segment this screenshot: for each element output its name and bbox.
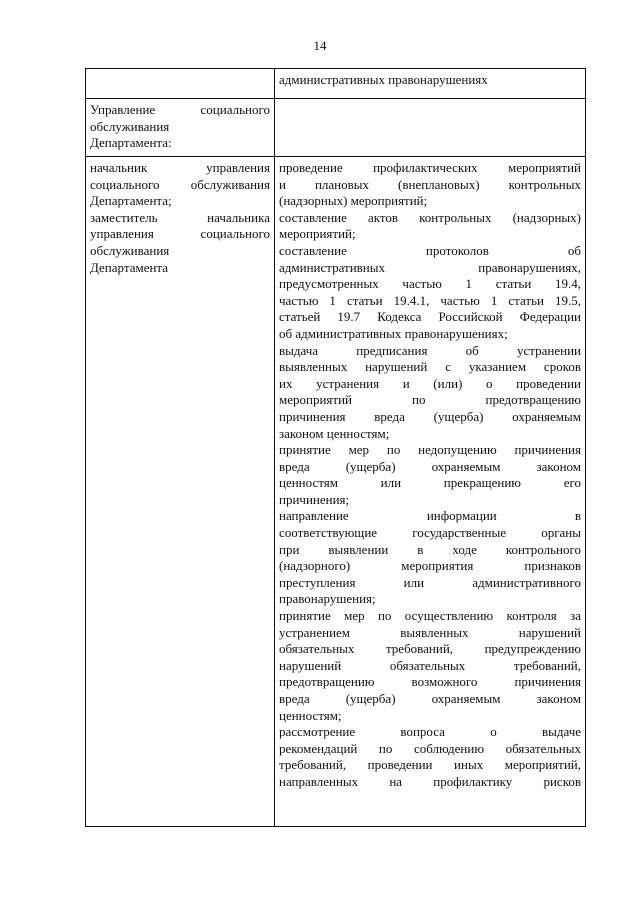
- cell-text-line: Управление социального: [90, 102, 270, 117]
- table-cell-left: [86, 69, 275, 99]
- cell-text-line: направленных на профилактику рисков: [279, 773, 581, 789]
- cell-text-line: рассмотрение вопроса о выдаче: [279, 724, 581, 740]
- cell-text-line: рекомендаций по соблюдению обязательных: [279, 740, 581, 756]
- page-number: 14: [313, 38, 327, 53]
- cell-text-line: соответствующие государственные органы: [279, 525, 581, 541]
- cell-text-line: заместитель начальника: [90, 209, 270, 225]
- table-cell-left: [86, 99, 275, 157]
- cell-text-line: составление актов контрольных (надзорных): [279, 209, 581, 225]
- cell-text-line: проведение профилактических мероприятий: [279, 160, 581, 175]
- cell-text-line: причинения;: [279, 491, 350, 507]
- cell-text-line: ценностям;: [279, 707, 342, 723]
- table-cell-right: [275, 157, 586, 827]
- cell-text-line: принятие мер по осуществлению контроля за: [279, 608, 581, 624]
- cell-text-line: их устранения и (или) о проведении: [279, 375, 581, 391]
- cell-text-line: требований, проведении иных мероприятий,: [279, 757, 581, 773]
- table-row: [86, 157, 586, 827]
- cell-text-line: выявленных нарушений с указанием сроков: [279, 359, 581, 375]
- cell-text-line: при выявлении в ходе контрольного: [279, 541, 581, 557]
- cell-text-line: устранением выявленных нарушений: [279, 624, 581, 640]
- cell-text-line: статьей 19.7 Кодекса Российской Федерации: [279, 309, 581, 325]
- cell-text-line: законом ценностям;: [279, 425, 390, 441]
- cell-text-line: мероприятий;: [279, 226, 356, 242]
- cell-text-line: начальник управления: [90, 160, 270, 175]
- cell-text-line: управления социального: [90, 226, 270, 242]
- cell-text-line: (надзорных) мероприятий;: [279, 193, 428, 209]
- table-row: [86, 69, 586, 99]
- cell-text-line: вреда (ущерба) охраняемым законом: [279, 691, 581, 706]
- cell-text-line: об административных правонарушениях;: [279, 325, 508, 341]
- table-row: [86, 99, 586, 157]
- cell-text-line: предусмотренных частью 1 статьи 19.4,: [279, 276, 581, 292]
- cell-text-line: ценностям или прекращению его: [279, 475, 581, 491]
- table-cell-right: [275, 69, 586, 99]
- cell-text-line: Департамента: [90, 259, 169, 275]
- cell-text-line: административных правонарушениях,: [279, 259, 581, 275]
- cell-text-line: социального обслуживания: [90, 176, 270, 192]
- cell-text-line: (надзорного) мероприятия признаков: [279, 558, 581, 574]
- cell-text-line: причинения вреда (ущерба) охраняемым: [279, 408, 581, 424]
- cell-text-line: предотвращению возможного причинения: [279, 674, 581, 690]
- cell-text-line: и плановых (внеплановых) контрольных: [279, 176, 581, 192]
- cell-text-line: составление протоколов об: [279, 242, 581, 258]
- cell-text-line: нарушений обязательных требований,: [279, 657, 581, 673]
- cell-text-line: направление информации в: [279, 508, 581, 524]
- cell-text-line: правонарушения;: [279, 591, 376, 607]
- cell-text-line: Департамента;: [90, 193, 172, 209]
- cell-text-line: административных правонарушениях: [279, 72, 488, 87]
- table-cell-left: [86, 157, 275, 827]
- cell-text-line: обязательных требований, предупреждению: [279, 641, 581, 657]
- cell-text-line: принятие мер по недопущению причинения: [279, 442, 581, 458]
- cell-text-line: выдача предписания об устранении: [279, 342, 581, 358]
- cell-text-line: Департамента:: [90, 135, 172, 151]
- cell-text-line: обслуживания: [90, 118, 170, 134]
- cell-text-line: вреда (ущерба) охраняемым законом: [279, 458, 581, 474]
- cell-text-line: преступления или административного: [279, 574, 581, 590]
- table-cell-right: [275, 99, 586, 157]
- responsibility-table: [85, 68, 586, 827]
- cell-text-line: обслуживания: [90, 242, 170, 258]
- cell-text-line: мероприятий по предотвращению: [279, 392, 581, 408]
- cell-text-line: частью 1 статьи 19.4.1, частью 1 статьи 19.5,: [279, 292, 581, 308]
